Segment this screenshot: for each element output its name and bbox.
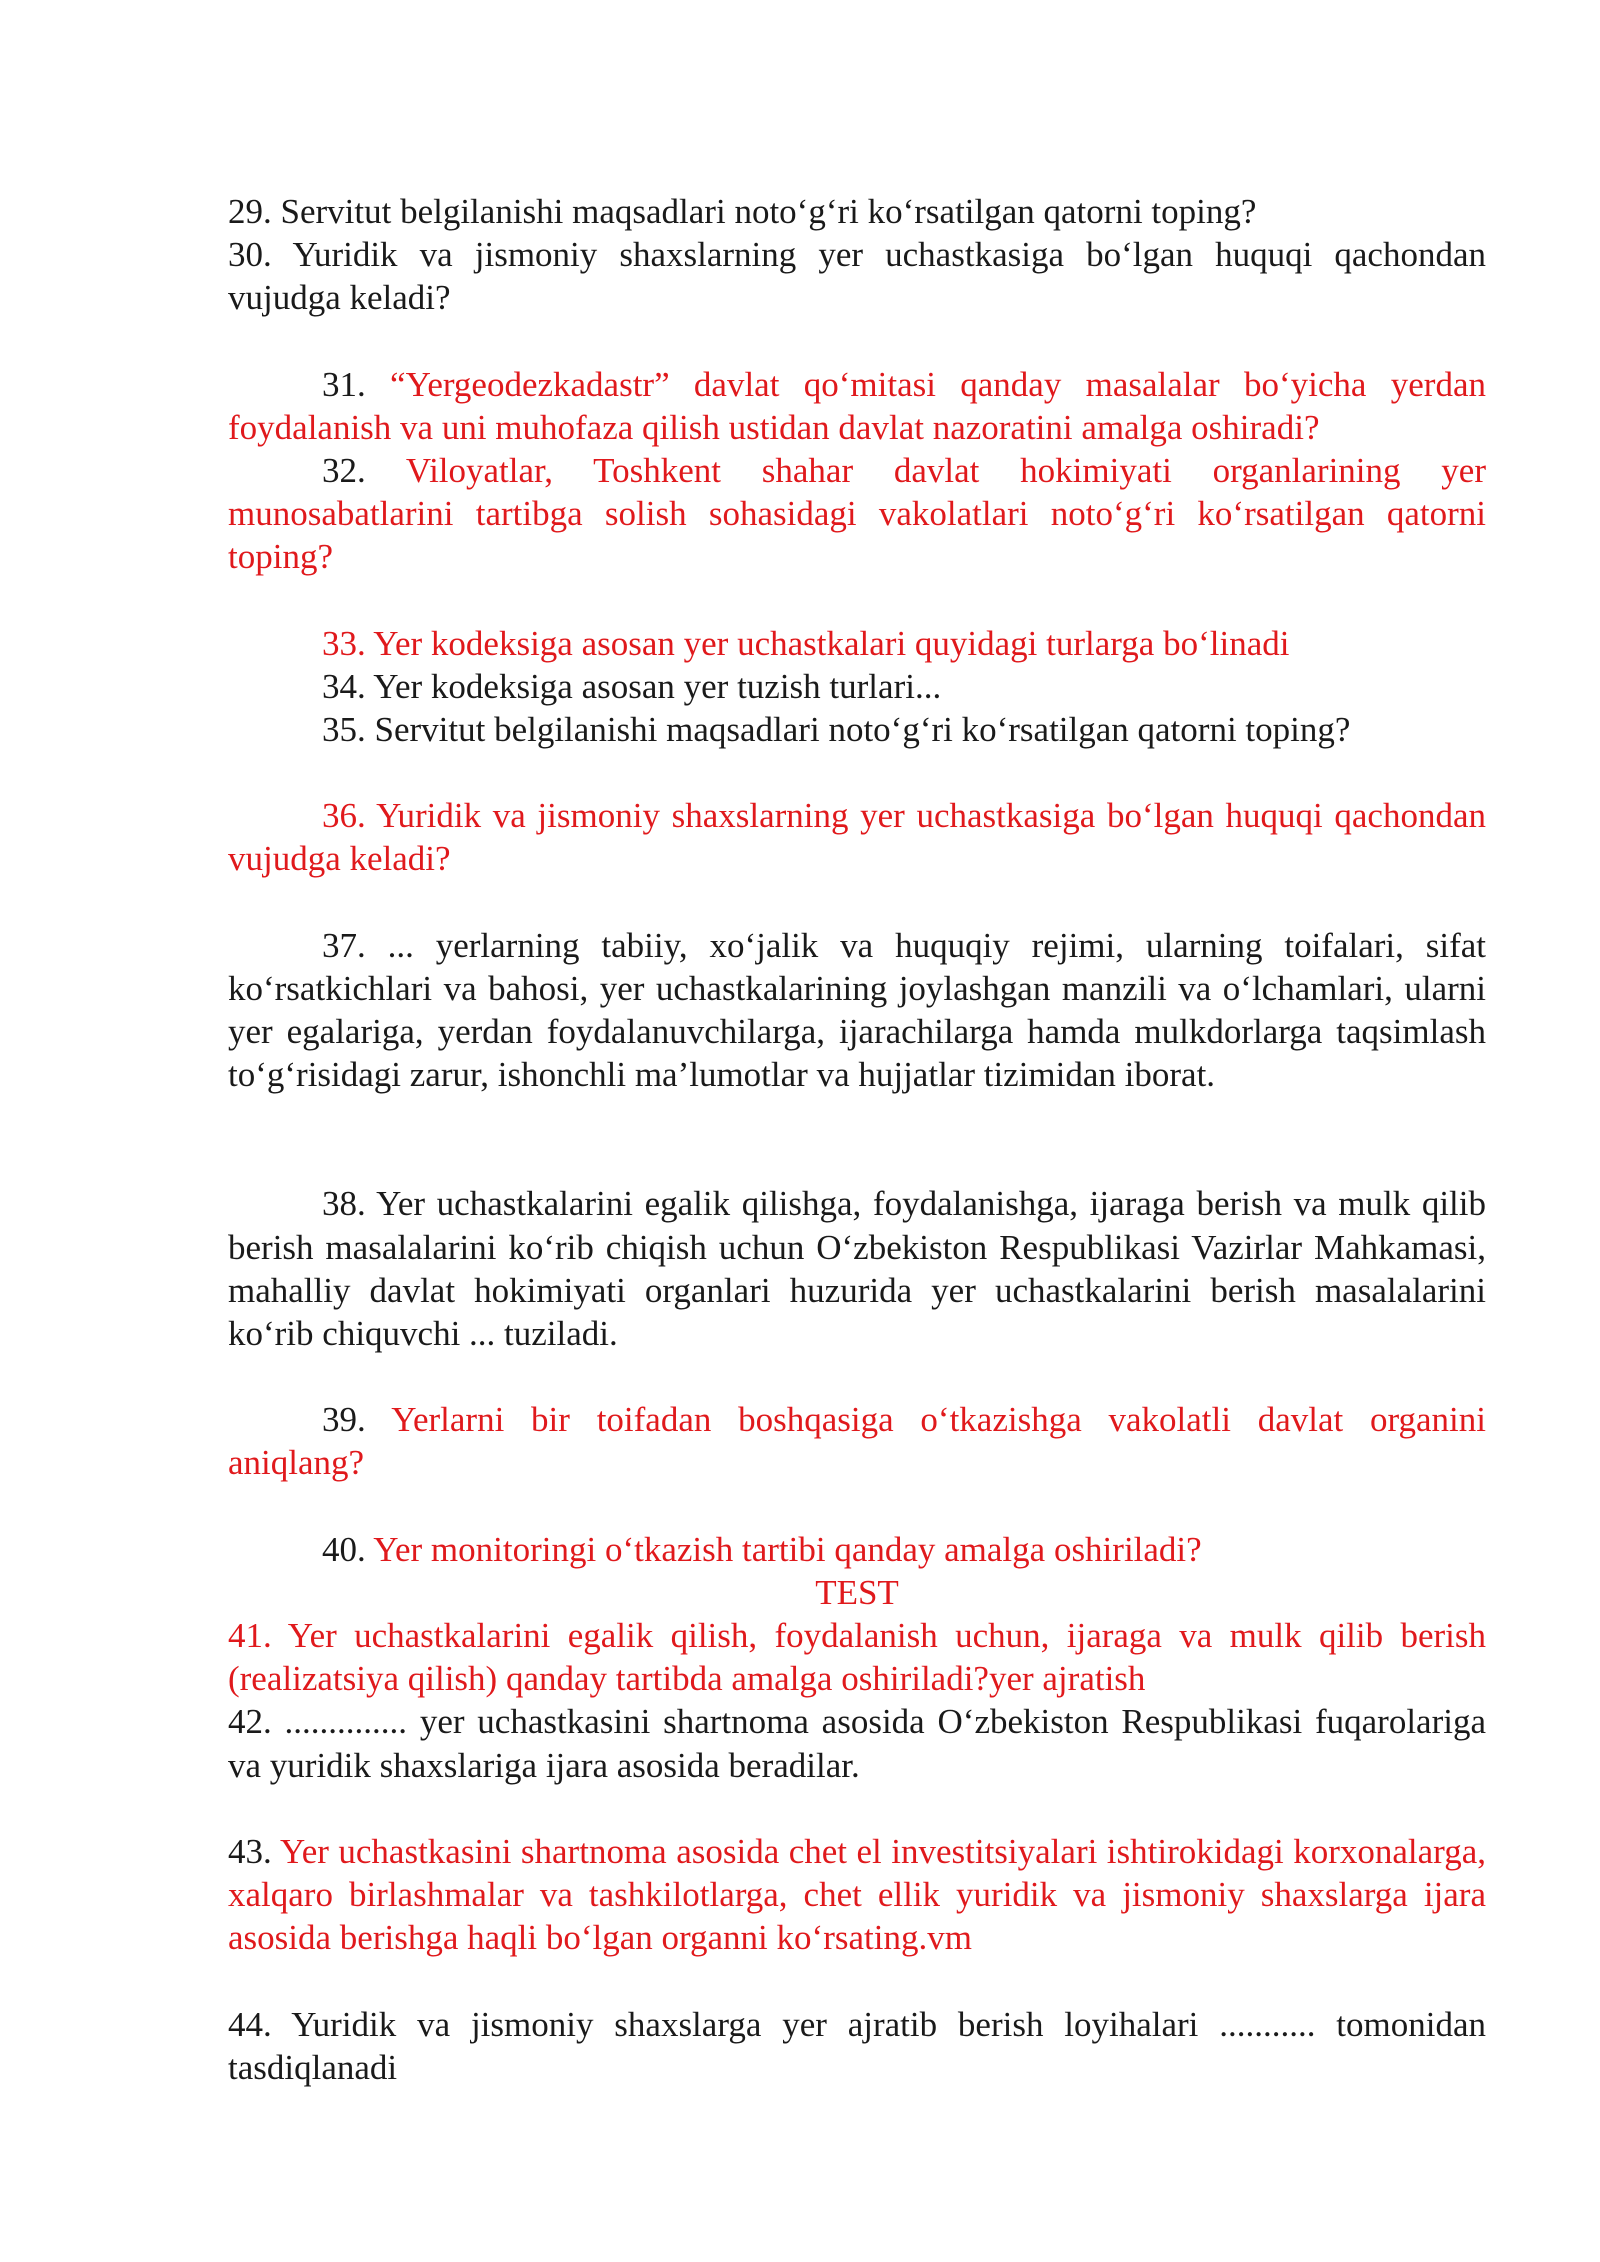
question-text: Yer uchastkalarini egalik qilishga, foydalanishga, ijaraga berish va mulk qilib berish masalalarini ko‘rib chiqish uchun O‘zbekiston Respublikasi Vazirlar Mahkamasi, mahalliy davlat hokimiyati organlari huzurida yer uchastkalarini berish masalalarini ko‘rib chiquvchi ... tuziladi. <box>228 1184 1486 1354</box>
question-number: 44. <box>228 2004 272 2044</box>
question-text: Yuridik va jismoniy shaxslarning yer uchastkasiga bo‘lgan huquqi qachondan vujudga keladi? <box>228 235 1486 318</box>
question-text: Yerlarni bir toifadan boshqasiga o‘tkazishga vakolatli davlat organini aniqlang? <box>228 1400 1486 1483</box>
question-34 <box>228 665 1486 708</box>
question-text: Yuridik va jismoniy shaxslarga yer ajratib berish loyihalari ........... tomonidan tasdiqlanadi <box>228 2004 1486 2087</box>
question-number: 40. <box>322 1529 366 1569</box>
question-31 <box>228 363 1486 449</box>
question-35 <box>228 708 1486 751</box>
question-text: Yer uchastkalarini egalik qilish, foydalanish uchun, ijaraga va mulk qilib berish (realizatsiya qilish) qanday tartibda amalga oshiriladi?yer ajratish <box>228 1616 1486 1699</box>
question-number: 39. <box>322 1400 366 1440</box>
question-text: Servitut belgilanishi maqsadlari noto‘g‘ri ko‘rsatilgan qatorni toping? <box>271 192 1257 231</box>
question-number: 31. <box>322 364 366 404</box>
question-text: Yer monitoringi o‘tkazish tartibi qanday amalga oshiriladi? <box>365 1529 1202 1569</box>
question-number: 34. <box>322 666 366 706</box>
spacer <box>228 881 1486 924</box>
question-number: 29. <box>228 192 272 231</box>
question-number: 32. <box>322 451 366 491</box>
spacer <box>228 1355 1486 1398</box>
question-text: Yer uchastkasini shartnoma asosida chet el investitsiyalari ishtirokidagi korxonalarga, xalqaro birlashmalar va tashkilotlarga, chet ellik yuridik va jismoniy shaxslarga ijara asosida berishga haqli bo‘lgan organni ko‘rsating.vm <box>228 1831 1486 1958</box>
question-39 <box>228 1398 1486 1484</box>
question-text: Yuridik va jismoniy shaxslarning yer uchastkasiga bo‘lgan huquqi qachondan vujudga keladi? <box>228 796 1486 879</box>
question-text: “Yergeodezkadastr” davlat qo‘mitasi qanday masalalar bo‘yicha yerdan foydalanish va uni muhofaza qilish ustidan davlat nazoratini amalga oshiradi? <box>228 364 1486 447</box>
question-40 <box>228 1528 1486 1571</box>
question-42 <box>228 1700 1486 1786</box>
question-number: 41. <box>228 1616 272 1656</box>
question-text: Yer kodeksiga asosan yer uchastkalari quyidagi turlarga bo‘linadi <box>365 623 1290 663</box>
question-number: 33. <box>322 623 366 663</box>
question-41 <box>228 1614 1486 1700</box>
document-content <box>228 190 1486 2089</box>
question-number: 35. <box>322 710 366 750</box>
spacer <box>228 1485 1486 1528</box>
question-text: .............. yer uchastkasini shartnoma asosida O‘zbekiston Respublikasi fuqarolariga va yuridik shaxslariga ijara asosida beradilar. <box>228 1702 1486 1785</box>
question-30 <box>228 233 1486 319</box>
spacer <box>228 320 1486 363</box>
question-number: 38. <box>322 1184 366 1224</box>
question-33 <box>228 622 1486 665</box>
question-29 <box>228 190 1486 233</box>
question-number: 30. <box>228 235 272 275</box>
spacer <box>228 751 1486 794</box>
question-text: ... yerlarning tabiiy, xo‘jalik va huquqiy rejimi, ularning toifalari, sifat ko‘rsatkichlari va bahosi, yer uchastkalarining joylashgan manzili va o‘lchamlari, ularni yer egalariga, yerdan foydalanuvchilarga, ijarachilarga hamda mulkdorlarga taqsimlash to‘g‘risidagi zarur, ishonchli ma’lumotlar va hujjatlar tizimidan iborat. <box>228 925 1486 1095</box>
spacer <box>228 1096 1486 1182</box>
question-number: 37. <box>322 925 366 965</box>
question-43 <box>228 1830 1486 1960</box>
test-heading: TEST <box>815 1572 899 1612</box>
spacer <box>228 1960 1486 2003</box>
question-number: 43. <box>228 1831 272 1871</box>
question-36 <box>228 794 1486 880</box>
question-text: Yer kodeksiga asosan yer tuzish turlari... <box>365 666 942 706</box>
spacer <box>228 1787 1486 1830</box>
question-38 <box>228 1182 1486 1355</box>
question-32 <box>228 449 1486 579</box>
question-37 <box>228 924 1486 1097</box>
question-text: Viloyatlar, Toshkent shahar davlat hokimiyati organlarining yer munosabatlarini tartibga solish sohasidagi vakolatlari noto‘g‘ri ko‘rsatilgan qatorni toping? <box>228 451 1486 577</box>
spacer <box>228 579 1486 622</box>
question-number: 42. <box>228 1702 272 1742</box>
question-number: 36. <box>322 796 366 836</box>
question-44 <box>228 2003 1486 2089</box>
question-text: Servitut belgilanishi maqsadlari noto‘g‘ri ko‘rsatilgan qatorni toping? <box>365 710 1351 750</box>
